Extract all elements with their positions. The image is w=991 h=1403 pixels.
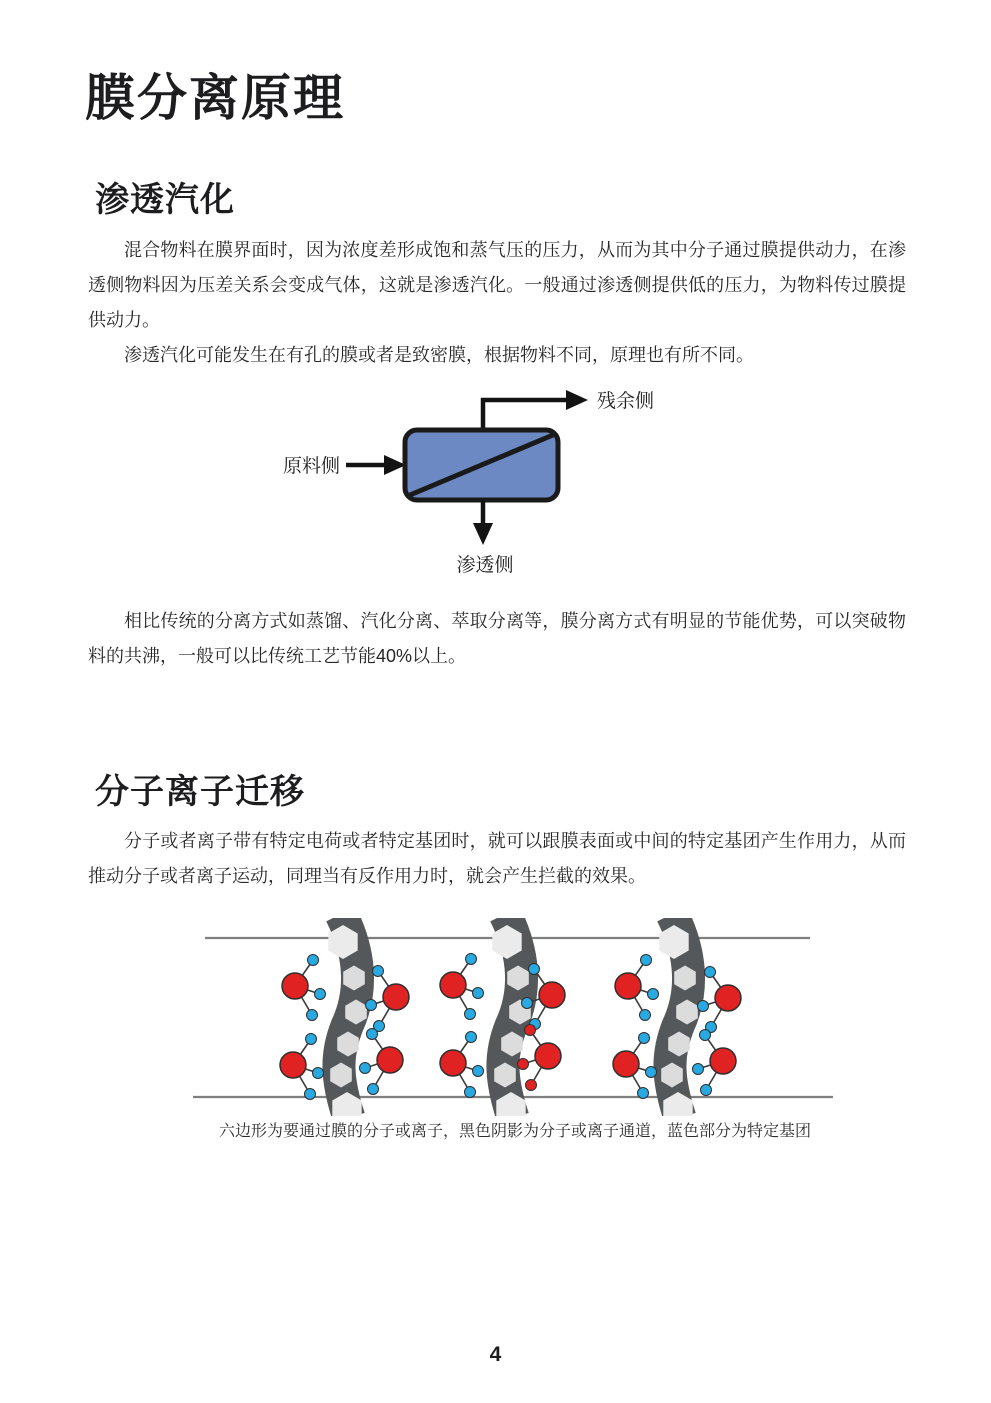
membrane-channel-unit: [328, 918, 367, 1116]
molecule: [440, 1032, 484, 1098]
paragraph: 渗透汽化可能发生在有孔的膜或者是致密膜，根据物料不同，原理也有所不同。: [124, 345, 754, 365]
migration-figure: [185, 918, 845, 1116]
pervaporation-paragraphs: [88, 233, 906, 373]
paragraph: 分子或者离子带有特定电荷或者特定基团时，就可以跟膜表面或中间的特定基团产生作用力，从而推动分子或者离子运动，同理当有反作用力时，就会产生拦截的效果。: [88, 831, 906, 886]
page-number: 4: [489, 1343, 502, 1366]
figure-caption: 六边形为要通过膜的分子或离子，黑色阴影为分子或离子通道，蓝色部分为特定基团: [218, 1123, 811, 1140]
membrane-channel-unit: [659, 918, 698, 1116]
membrane-channel-unit: [492, 918, 531, 1116]
retentate-arrowhead-icon: [566, 390, 588, 410]
retentate-arrow: [483, 400, 568, 432]
paragraph: 混合物料在膜界面时，因为浓度差形成饱和蒸气压的压力，从而为其中分子通过膜提供动力，在渗透侧物料因为压差关系会变成气体，这就是渗透汽化。一般通过渗透侧提供低的压力，为物料传过膜提供动力。: [88, 240, 906, 330]
section-heading-pervaporation: 渗透汽化: [95, 181, 235, 219]
permeate-arrowhead-icon: [473, 523, 493, 545]
feed-label: 原料侧: [282, 456, 340, 477]
page-title: 膜分离原理: [85, 70, 345, 126]
molecule: [280, 1034, 324, 1100]
section-heading-migration: 分子离子迁移: [95, 773, 305, 811]
molecule: [440, 954, 484, 1020]
molecule: [282, 955, 326, 1021]
molecule: [360, 1029, 404, 1095]
pervaporation-conclusion: [88, 604, 906, 674]
migration-paragraphs: [88, 824, 906, 894]
pervaporation-diagram: [250, 385, 710, 585]
molecule: [615, 955, 659, 1021]
permeate-label: 渗透侧: [456, 555, 514, 576]
retentate-label: 残余侧: [597, 391, 655, 412]
molecule: [693, 1030, 737, 1096]
paragraph: 相比传统的分离方式如蒸馏、汽化分离、萃取分离等，膜分离方式有明显的节能优势，可以突破物料的共沸，一般可以比传统工艺节能40%以上。: [88, 611, 906, 666]
molecule: [613, 1033, 657, 1099]
